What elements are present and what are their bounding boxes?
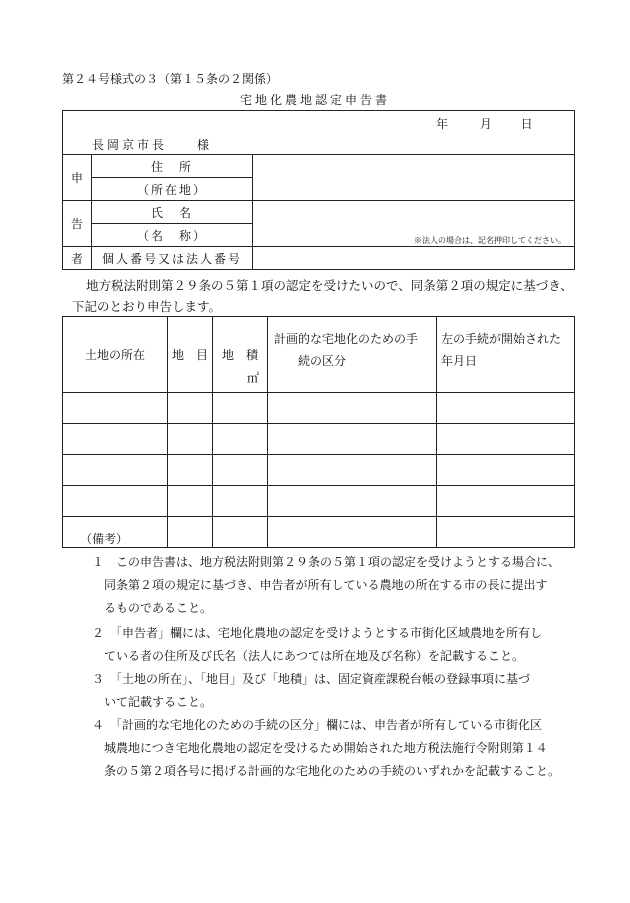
remark-line: 城農地につき宅地化農地の認定を受けるため開始された地方税法施行令附則第１４ [92, 741, 548, 755]
date-line [436, 115, 533, 132]
statement-line-2: 下記のとおり申告します。 [72, 299, 222, 314]
cell-area[interactable] [213, 455, 268, 486]
name-label: 氏 名 [92, 201, 253, 224]
cell-section[interactable] [268, 424, 437, 455]
cell-location[interactable] [63, 393, 168, 424]
name-field[interactable] [253, 201, 575, 247]
date-day-field[interactable]: 日 [520, 117, 533, 131]
cell-section[interactable] [268, 517, 437, 548]
cell-start[interactable] [437, 455, 575, 486]
remark-line: ２ 「申告者」欄には、宅地化農地の認定を受けようとする市街化区域農地を所有し [92, 626, 543, 640]
side-label-3: 者 [63, 247, 92, 270]
cell-start[interactable] [437, 393, 575, 424]
cell-category[interactable] [168, 517, 213, 548]
cell-category[interactable] [168, 486, 213, 517]
name-note: ※法人の場合は、記名押印してください。 [414, 236, 566, 245]
id-label: 個人番号又は法人番号 [92, 247, 253, 270]
remark-line: １ この申告書は、地方税法附則第２９条の５第１項の認定を受けようとする場合に、 [92, 555, 561, 569]
header-section-line-2: 続の区分 [298, 354, 347, 368]
address-sub-label: （所在地） [92, 178, 253, 201]
header-start-line-2: 年月日 [441, 354, 478, 368]
header-area-unit: ㎡ [246, 371, 259, 385]
land-table-row [63, 517, 575, 548]
cell-location[interactable] [63, 455, 168, 486]
header-location: 土地の所在 [63, 317, 168, 393]
cell-section[interactable] [268, 393, 437, 424]
cell-start[interactable] [437, 424, 575, 455]
remark-line: ３ 「土地の所在」、「地目」及び「地積」は、固定資産課税台帳の登録事項に基づ [92, 672, 531, 686]
cell-start[interactable] [437, 486, 575, 517]
id-field[interactable] [253, 247, 575, 270]
remark-line: 同条第２項の規定に基づき、申告者が所有している農地の所在する市の長に提出す [92, 578, 548, 592]
land-table [62, 316, 575, 548]
date-month-field[interactable]: 月 [479, 117, 492, 131]
remark-line: ４ 「計画的な宅地化のための手続の区分」欄には、申告者が所有している市街化区 [92, 718, 543, 732]
remarks-title: （備考） [80, 532, 129, 546]
header-category: 地 目 [168, 317, 213, 393]
cell-area[interactable] [213, 517, 268, 548]
header-area [213, 317, 268, 393]
land-table-row [63, 424, 575, 455]
form-title: 宅地化農地認定申告書 [239, 93, 390, 107]
land-table-row [63, 486, 575, 517]
cell-category[interactable] [168, 424, 213, 455]
addressee: 長岡京市長 様 [92, 138, 213, 152]
statement-line-1: 地方税法附則第２９条の５第１項の認定を受けたいので、同条第２項の規定に基づき、 [86, 278, 573, 293]
cell-category[interactable] [168, 455, 213, 486]
remark-line: るものであること。 [92, 601, 213, 615]
header-start [437, 317, 575, 393]
header-start-line-1: 左の手続が開始された [441, 332, 562, 346]
date-year-field[interactable]: 年 [436, 117, 449, 131]
cell-section[interactable] [268, 486, 437, 517]
cell-location[interactable] [63, 424, 168, 455]
remark-line: ている者の住所及び氏名（法人にあつては所在地及び名称）を記載すること。 [92, 649, 525, 663]
land-table-row [63, 393, 575, 424]
name-sub-label: （名 称） [92, 224, 253, 247]
header-area-label: 地 積 [221, 348, 258, 362]
cell-area[interactable] [213, 424, 268, 455]
land-table-body [63, 393, 575, 548]
applicant-table [62, 154, 575, 270]
cell-area[interactable] [213, 393, 268, 424]
address-field[interactable] [253, 155, 575, 201]
form-number: 第２４号様式の３（第１５条の２関係） [62, 72, 279, 86]
cell-location[interactable] [63, 486, 168, 517]
address-label: 住 所 [92, 155, 253, 178]
side-label-1: 申 [63, 155, 92, 201]
land-table-row [63, 455, 575, 486]
cell-section[interactable] [268, 455, 437, 486]
cell-category[interactable] [168, 393, 213, 424]
remark-line: 条の５第２項各号に掲げる計画的な宅地化のための手続のいずれかを記載すること。 [92, 764, 561, 778]
header-section-line-1: 計画的な宅地化のための手 [274, 332, 419, 346]
cell-area[interactable] [213, 486, 268, 517]
remark-line: いて記載すること。 [92, 695, 213, 709]
side-label-2: 告 [63, 201, 92, 247]
cell-start[interactable] [437, 517, 575, 548]
header-section [268, 317, 437, 393]
